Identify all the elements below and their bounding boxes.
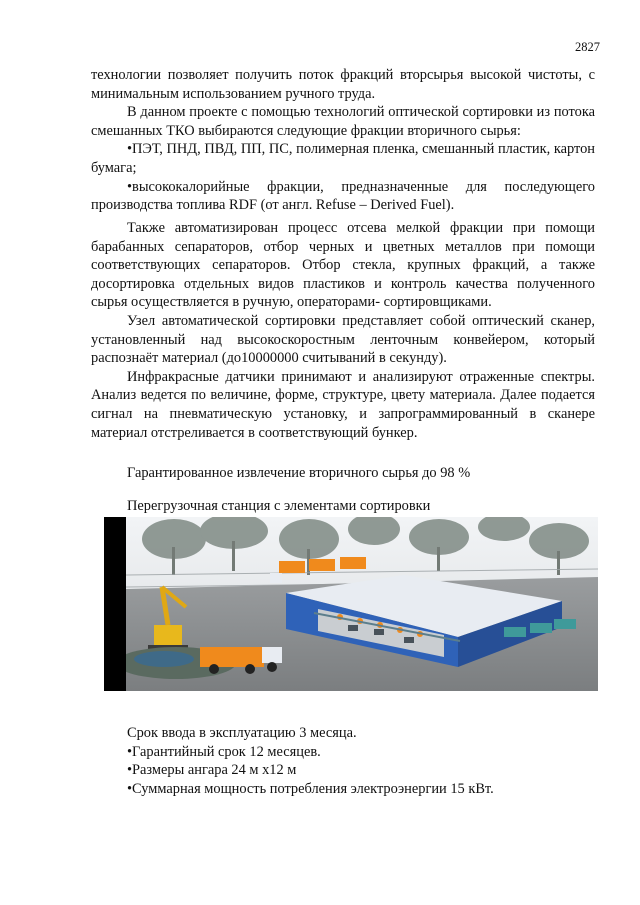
spec-commissioning: Срок ввода в эксплуатацию 3 месяца. bbox=[127, 725, 357, 741]
text-block-automation bbox=[91, 219, 595, 442]
spec-power: •Суммарная мощность потребления электроэнергии 15 кВт. bbox=[127, 780, 494, 797]
spec-warranty: •Гарантийный срок 12 месяцев. bbox=[127, 743, 321, 760]
paragraph-scanner: Узел автоматической сортировки представляет собой оптический сканер, установленный над высокоскоростным ленточным конвейером, который распознаёт материал (до10000000 считываний в секунду). bbox=[91, 312, 595, 367]
figure-caption: Перегрузочная станция с элементами сортировки bbox=[127, 498, 431, 514]
page-number: 2827 bbox=[575, 40, 600, 54]
text-block-intro bbox=[91, 66, 595, 215]
spec-hangar-size: •Размеры ангара 24 м х12 м bbox=[127, 762, 297, 779]
bullet-rdf: •высококалорийные фракции, предназначенные для последующего производства топлива RDF (от англ. Refuse – Derived Fuel). bbox=[91, 178, 595, 214]
paragraph-separators: Также автоматизирован процесс отсева мелкой фракции при помощи барабанных сепараторов, отбор черных и цветных металлов при помощи соответствующих сепараторов. Отбор стекла, крупных фракций, а также досортировка отдельных видов пластиков и контроль качества полученного сырья осуществляется в ручную, операторами- сортировщиками. bbox=[91, 220, 595, 311]
specs-list bbox=[91, 724, 595, 798]
sorting-station-illustration bbox=[104, 517, 598, 691]
figure-caption-line bbox=[91, 497, 595, 516]
guarantee-text: Гарантированное извлечение вторичного сырья до 98 % bbox=[127, 465, 471, 481]
paragraph-optical-sorting: В данном проекте с помощью технологий оптической сортировки из потока смешанных ТКО выбираются следующие фракции вторичного сырья: bbox=[91, 104, 595, 139]
paragraph-infrared: Инфракрасные датчики принимают и анализируют отраженные спектры. Анализ ведется по величине, форме, структуре, цвету материала. Далее подается сигнал на пневматическую установку, и запрограммированный в сканере материал отстреливается в соответствующий бункер. bbox=[91, 368, 595, 441]
paragraph-technology: технологии позволяет получить поток фракций вторсырья высокой чистоты, с минимальным использованием ручного труда. bbox=[91, 67, 595, 102]
guarantee-line bbox=[91, 464, 595, 483]
bullet-plastics: •ПЭТ, ПНД, ПВД, ПП, ПС, полимерная пленка, смешанный пластик, картон бумага; bbox=[91, 141, 595, 176]
